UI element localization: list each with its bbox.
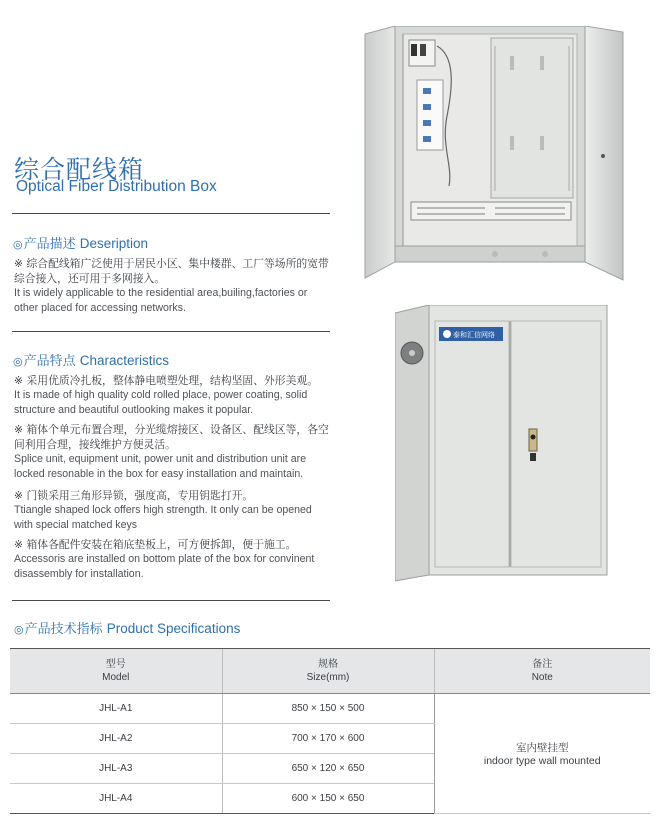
page-title-en: Optical Fiber Distribution Box [16,178,217,195]
characteristic-cn-line: ※ 采用优质冷扎板，整体静电喷塑处理，结构坚固、外形美观。 [14,374,318,387]
model-cell: JHL-A3 [10,754,222,784]
table-row [10,694,650,724]
page-title-cn: 综合配线箱 [14,155,145,184]
model-cell: JHL-A4 [10,784,222,814]
characteristic-cn-line: ※ 门锁采用三角形异锁，强度高，专用钥匙打开。 [14,489,254,502]
column-header-note [434,649,650,694]
characteristic-cn-line: ※ 箱体各配件安装在箱底垫板上，可方便拆卸，便于施工。 [14,538,297,551]
characteristic-cn-line: ※ 箱体个单元布置合理，分光缆熔接区、设备区、配线区等，各空 [14,423,329,436]
description-cn-line: 综合接入，还可用于多网接入。 [14,272,166,285]
description-body [14,256,329,316]
characteristics-item [14,422,329,482]
characteristics-item [14,373,318,418]
specifications-heading [14,618,240,637]
description-en-line: other placed for accessing networks. [14,302,186,314]
column-header-cn: 备注 [532,659,553,670]
characteristic-en-line: Splice unit, equipment unit, power unit and distribution unit are [14,453,307,465]
characteristic-en-line: Accessoris are installed on bottom plate of the box for convinent [14,553,315,565]
description-en-line: It is widely applicable to the residential area,builing,factories or [14,287,308,299]
characteristics-heading-en: Characteristics [79,353,170,368]
note-cell [434,694,650,814]
circle-bullet-icon: ◎ [13,238,23,251]
size-cell: 850 × 150 × 500 [222,694,434,724]
characteristics-item [14,488,312,533]
specifications-heading-cn: 产品技术指标 [24,622,103,637]
column-header-model [10,649,222,694]
specifications-heading-en: Product Specifications [106,621,241,636]
title-divider [12,213,330,214]
closed-box-photo [395,305,610,590]
column-header-cn: 型号 [105,659,126,670]
characteristic-en-line: with special matched keys [14,519,138,531]
column-header-cn: 规格 [318,659,338,670]
column-header-size [222,649,434,694]
description-heading [13,233,148,252]
table-header-row [10,649,650,694]
specifications-table [10,648,650,814]
model-cell: JHL-A1 [10,694,222,724]
characteristics-heading [13,350,169,369]
box-brand-badge: 泰和汇信网络 [453,331,495,339]
column-header-en: Model [102,672,130,683]
characteristics-item [14,537,314,582]
column-header-en: Note [531,672,553,683]
characteristic-en-line: It is made of high quality cold rolled place, power coating, solid [14,389,308,401]
characteristics-divider [12,600,330,601]
characteristic-en-line: Ttiangle shaped lock offers high strength. It only can be opened [14,504,312,516]
size-cell: 700 × 170 × 600 [222,724,434,754]
characteristic-en-line: locked resonable in the box for easy installation and maintain. [14,468,304,480]
model-cell: JHL-A2 [10,724,222,754]
characteristics-heading-cn: 产品特点 [23,354,76,369]
size-cell: 600 × 150 × 650 [222,784,434,814]
open-box-photo [345,26,645,284]
description-heading-cn: 产品描述 [23,237,76,252]
description-cn-line: ※ 综合配线箱广泛使用于居民小区、集中楼群、工厂等场所的宽带 [14,257,329,270]
characteristic-en-line: disassembly for installation. [14,568,144,580]
note-cn: 室内壁挂型 [516,742,569,754]
note-en: indoor type wall mounted [483,755,601,767]
circle-bullet-icon: ◎ [14,623,24,636]
characteristic-en-line: structure and beautiful outlooking makes it popular. [14,404,254,416]
characteristic-cn-line: 间利用合理，接线维护方便灵活。 [14,438,176,451]
column-header-en: Size(mm) [306,672,350,683]
size-cell: 650 × 120 × 650 [222,754,434,784]
circle-bullet-icon: ◎ [13,355,23,368]
description-divider [12,331,330,332]
description-heading-en: Deseription [79,236,149,251]
